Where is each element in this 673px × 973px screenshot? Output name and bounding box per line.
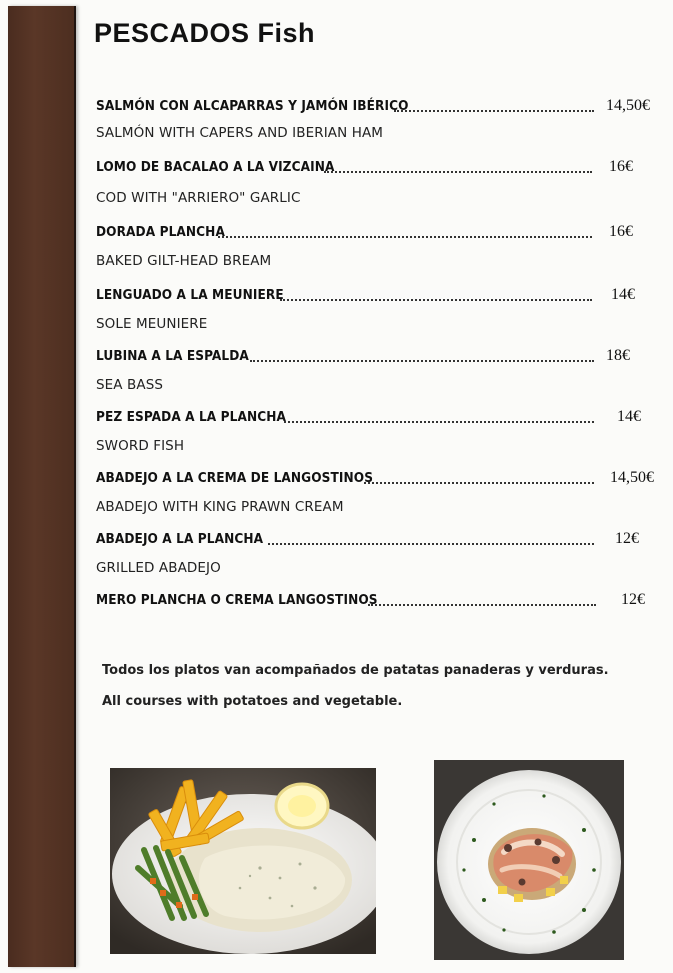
seafood-plate-image (434, 760, 624, 960)
dish-price: 14€ (617, 408, 641, 425)
dish-price: 14,50€ (606, 97, 650, 114)
dish-translation: ABADEJO WITH KING PRAWN CREAM (96, 499, 344, 515)
dish-name: ABADEJO A LA CREMA DE LANGOSTINOS (96, 470, 374, 486)
dish-translation: GRILLED ABADEJO (96, 560, 221, 576)
menu-item (96, 159, 666, 181)
dot-leader (280, 299, 592, 301)
fish-with-fries-image (110, 768, 376, 954)
dish-translation: COD WITH "ARRIERO" GARLIC (96, 190, 301, 206)
dish-translation: BAKED GILT-HEAD BREAM (96, 253, 272, 269)
dot-leader (250, 360, 594, 362)
dot-leader (268, 543, 594, 545)
dish-name: DORADA PLANCHA (96, 224, 225, 240)
dish-name: ABADEJO A LA PLANCHA (96, 531, 264, 547)
dot-leader (364, 482, 594, 484)
dish-name: PEZ ESPADA A LA PLANCHA (96, 409, 287, 425)
menu-item (96, 470, 666, 492)
dish-name: LENGUADO A LA MEUNIERE (96, 287, 284, 303)
dish-name: SALMÓN CON ALCAPARRAS Y JAMÓN IBÉRICO (96, 98, 409, 114)
seafood-dish-photo (434, 760, 624, 960)
dish-translation: SOLE MEUNIERE (96, 316, 208, 332)
side-dish-note-spanish: Todos los platos van acompañados de patatas panaderas y verduras. (102, 663, 609, 678)
menu-item (96, 531, 666, 553)
dish-translation: SEA BASS (96, 377, 164, 393)
dish-price: 16€ (609, 223, 633, 240)
side-dish-note-english: All courses with potatoes and vegetable. (102, 694, 403, 709)
decorative-sidebar (8, 6, 76, 967)
dot-leader (218, 236, 592, 238)
page-title: PESCADOS Fish (94, 18, 316, 48)
menu-item (96, 348, 666, 370)
dot-leader (394, 110, 594, 112)
menu-item (96, 98, 666, 120)
dish-name: LUBINA A LA ESPALDA (96, 348, 249, 364)
fish-dish-photo (110, 768, 376, 954)
dot-leader (284, 421, 594, 423)
menu-item (96, 592, 666, 614)
dot-leader (324, 171, 592, 173)
dish-name: MERO PLANCHA O CREMA LANGOSTINOS (96, 592, 378, 608)
dish-price: 18€ (606, 347, 630, 364)
menu-item (96, 224, 666, 246)
dish-price: 12€ (621, 591, 645, 608)
dish-price: 14,50€ (610, 469, 654, 486)
menu-item (96, 409, 666, 431)
dish-price: 12€ (615, 530, 639, 547)
dot-leader (368, 604, 596, 606)
dish-price: 16€ (609, 158, 633, 175)
dish-translation: SWORD FISH (96, 438, 185, 454)
dish-price: 14€ (611, 286, 635, 303)
dish-translation: SALMÓN WITH CAPERS AND IBERIAN HAM (96, 125, 384, 141)
menu-item (96, 287, 666, 309)
dish-name: LOMO DE BACALAO A LA VIZCAINA (96, 159, 335, 175)
